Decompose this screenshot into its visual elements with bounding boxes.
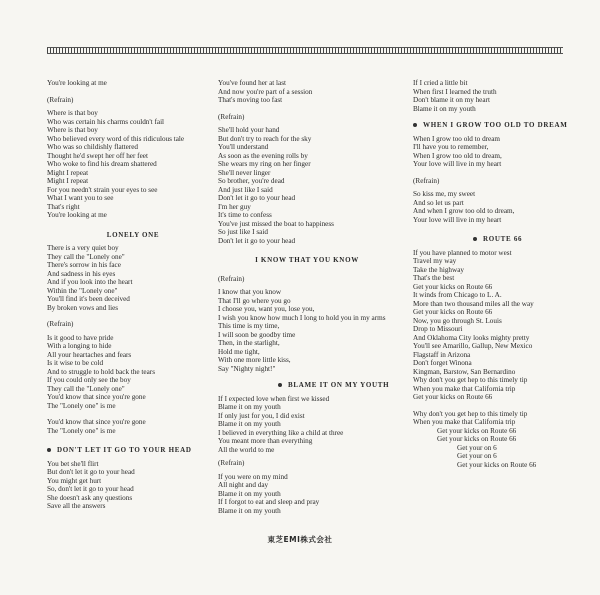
lyric-line: Get your on 6	[457, 443, 497, 452]
lyric-line: You'll find it's been deceived	[47, 295, 130, 303]
bullet-icon	[473, 237, 477, 241]
lyric-line: Save all the answers	[47, 502, 106, 510]
lyric-line: Is it wise to be cold	[47, 359, 104, 367]
lyric-line: Why don't you get hep to this timely tip	[413, 376, 528, 384]
lyric-line: And so let us part	[413, 198, 464, 207]
lyric-line: Who was certain his charms couldn't fail	[47, 117, 165, 126]
lyric-line: Blame it on my youth	[218, 420, 281, 428]
lyric-line: If I cried a little bit	[413, 79, 468, 87]
lyric-line: Your love will live in my heart	[413, 215, 502, 224]
song-title-text: WHEN I GROW TOO OLD TO DREAM	[423, 121, 568, 129]
lyric-line: She doesn't ask any questions	[47, 493, 133, 502]
lyric-line: Blame it on my youth	[218, 506, 281, 515]
lyric-line: Get your kicks on Route 66	[437, 426, 517, 435]
lyric-line: All your heartaches and fears	[47, 350, 132, 359]
lyric-line: But don't try to reach for the sky	[218, 134, 312, 143]
lyric-line: If I forgot to eat and sleep and pray	[218, 498, 320, 506]
lyric-line: You'd know that since you're gone	[47, 393, 146, 401]
lyric-line: Don't let it go to your head	[218, 194, 296, 202]
lyric-line: When I grow too old to dream,	[413, 151, 502, 160]
lyric-line: Who woke to find his dream shattered	[47, 160, 157, 168]
lyric-line: When you make that California trip	[413, 384, 516, 393]
lyric-line: Within the "Lonely one"	[47, 286, 118, 295]
lyric-line: I choose you, want you, lose you,	[218, 305, 315, 313]
lyric-line: You've found her at last	[218, 79, 287, 87]
lyric-line: I wish you know how much I long to hold you in my arms	[218, 313, 386, 322]
lyric-line: Where is that boy	[47, 126, 98, 134]
song-title-text: ROUTE 66	[483, 235, 523, 243]
lyric-line: Travel my way	[413, 257, 457, 265]
lyric-line: You'll see Amarillo, Gallup, New Mexico	[413, 342, 533, 350]
lyric-line: When you make that California trip	[413, 418, 516, 426]
lyric-line: Might I repeat	[47, 168, 89, 177]
lyric-line: Don't let it go to your head	[218, 236, 296, 245]
lyric-line: The "Lonely one" is me	[47, 401, 116, 410]
refrain-block	[47, 109, 219, 220]
refrain-label: (Refrain)	[218, 274, 245, 283]
lyric-line: She wears my ring on her finger	[218, 160, 311, 168]
lyric-line: And when I grow too old to dream,	[413, 207, 515, 215]
verse-block	[47, 418, 219, 435]
lyric-line: That I'll go where you go	[218, 296, 291, 305]
lyric-line: Who believed every word of this ridiculous tale	[47, 134, 185, 143]
lyric-line: When first I learned the truth	[413, 87, 497, 96]
song-title-when-i-grow	[413, 121, 583, 130]
lyric-line: Say "Nighty night!"	[218, 364, 276, 373]
lyric-line: Take the highway	[413, 265, 464, 274]
lyric-line: There is a very quiet boy	[47, 244, 119, 252]
lyric-line: Blame it on my youth	[218, 489, 281, 498]
refrain-block	[218, 473, 396, 516]
lyric-line: It winds from Chicago to L. A.	[413, 291, 502, 299]
lyric-line: And just like I said	[218, 185, 273, 194]
column-3	[413, 79, 583, 469]
bullet-icon	[47, 448, 51, 452]
verse-block	[413, 410, 583, 470]
refrain-label: (Refrain)	[47, 320, 74, 328]
song-title-i-know: I KNOW THAT YOU KNOW	[255, 256, 359, 264]
lyric-line: Where is that boy	[47, 109, 98, 117]
lyric-line: Hold me tight,	[218, 347, 260, 356]
lyric-line: So just like I said	[218, 228, 268, 236]
lyric-line: The "Lonely one" is me	[47, 426, 116, 435]
lyric-line: As soon as the evening rolls by	[218, 151, 308, 160]
refrain-label: (Refrain)	[47, 95, 74, 104]
lyric-line: When I grow too old to dream	[413, 134, 501, 143]
lyric-line: That's the best	[413, 274, 455, 282]
verse-block	[413, 135, 583, 169]
lyric-line: This time is my time,	[218, 322, 280, 330]
lyric-line: Why don't you get hep to this timely tip	[413, 409, 528, 418]
lyric-line: Get your on 6	[457, 452, 497, 460]
lyric-line: It's time to confess	[218, 211, 272, 219]
lyric-line: What I want you to see	[47, 194, 114, 202]
verse-block	[413, 249, 583, 402]
lyric-line: They call the "Lonely one"	[47, 384, 125, 393]
lyric-line: All night and day	[218, 481, 269, 489]
verse-block	[47, 460, 219, 511]
lyric-line: They call the "Lonely one"	[47, 252, 125, 261]
lyric-line: There's sorrow in his face	[47, 261, 121, 269]
lyric-line: I'm her guy	[218, 202, 251, 211]
lyric-line: You'll understand	[218, 143, 269, 151]
verse-block	[47, 244, 219, 312]
lyric-line: Drop to Missouri	[413, 325, 463, 333]
song-title-blame-it	[218, 381, 396, 390]
lyric-line: And Oklahoma City looks mighty pretty	[413, 333, 530, 342]
lyric-line: Now, you go through St. Louis	[413, 316, 502, 325]
lyric-line: More than two thousand miles all the way	[413, 299, 534, 308]
refrain-label: (Refrain)	[218, 459, 245, 467]
lyric-line: And if you look into the heart	[47, 278, 133, 286]
song-title-lonely-one: LONELY ONE	[106, 230, 160, 239]
top-decorative-rule	[47, 47, 563, 54]
verse-block	[218, 79, 396, 105]
lyric-line: Get your kicks on Route 66	[457, 460, 537, 469]
song-title-dont-let-it-go	[47, 446, 219, 455]
lyric-line: And now you're part of a session	[218, 87, 313, 96]
lyric-line: Then, in the starlight,	[218, 339, 280, 347]
lyric-line: You're looking at me	[47, 211, 107, 219]
lyric-line: You'd know that since you're gone	[47, 418, 146, 426]
lyric-line: I will soon be goodby time	[218, 330, 296, 339]
lyric-line: With a longing to hide	[47, 342, 112, 350]
lyric-line: Is it good to have pride	[47, 333, 114, 342]
lyric-line: That's right	[47, 202, 80, 211]
lyric-line: Get your kicks on Route 66	[413, 308, 493, 316]
lyric-line: I know that you know	[218, 288, 282, 296]
lyric-line: I believed in everything like a child at three	[218, 428, 344, 437]
lyric-line: Get your kicks on Route 66	[413, 393, 493, 401]
lyric-line: By broken vows and lies	[47, 303, 119, 312]
lyric-line: So kiss me, my sweet	[413, 190, 476, 198]
lyric-line: Flagstaff in Arizona	[413, 350, 471, 359]
verse-block	[218, 395, 396, 455]
lyric-line: But don't let it go to your head	[47, 468, 135, 476]
lyric-line: That's moving too fast	[218, 96, 283, 104]
song-title-text: BLAME IT ON MY YOUTH	[288, 381, 390, 389]
lyric-line: All the world to me	[218, 445, 275, 454]
lyric-line: Blame it on my youth	[413, 104, 476, 113]
lyric-line: You bet she'll flirt	[47, 459, 99, 468]
bullet-icon	[413, 123, 417, 127]
lyric-line: Who was so childishly flattered	[47, 143, 139, 151]
verse-block	[218, 288, 396, 373]
lyric-line: She'll hold your hand	[218, 126, 280, 134]
lyric-line: Get your kicks on Route 66	[413, 282, 493, 291]
lyric-line: And sadness in his eyes	[47, 269, 116, 278]
lyric-line: And to struggle to hold back the tears	[47, 367, 155, 376]
refrain-label: (Refrain)	[218, 112, 245, 121]
lyric-line: Might I repeat	[47, 177, 89, 185]
lyric-line: If you could only see the boy	[47, 376, 131, 384]
lyric-line: For you needn't strain your eyes to see	[47, 185, 158, 194]
lyric-line: You might get hurt	[47, 476, 102, 485]
lyric-line: You've just missed the boat to happiness	[218, 219, 334, 228]
refrain-block	[218, 126, 396, 245]
lyric-line: Don't blame it on my heart	[413, 96, 490, 104]
lyric-line: So brother, you're dead	[218, 177, 285, 185]
song-title-text: DON'T LET IT GO TO YOUR HEAD	[57, 446, 192, 454]
publisher-credit: 東芝EMI株式会社	[267, 535, 333, 544]
lyric-line: Thought he'd swept her off her feet	[47, 151, 148, 160]
lyric-line: Don't forget Winona	[413, 359, 472, 367]
lyric-line: You meant more than everything	[218, 437, 313, 445]
song-title-route-66	[413, 235, 583, 244]
bullet-icon	[278, 383, 282, 387]
lyric-line: You're looking at me	[47, 79, 107, 87]
lyric-line: Blame it on my youth	[218, 403, 281, 411]
column-2	[218, 79, 396, 515]
lyric-line: If you have planned to motor west	[413, 248, 512, 257]
lyric-line: Your love will live in my heart	[413, 160, 502, 168]
lyric-line: I'll have you to remember,	[413, 143, 489, 151]
refrain-block	[413, 190, 583, 224]
refrain-label: (Refrain)	[413, 176, 440, 185]
lyric-line: Get your kicks on Route 66	[437, 435, 517, 443]
lyric-line: If I expected love when first we kissed	[218, 394, 330, 403]
column-1	[47, 79, 219, 511]
lyric-line: She'll never linger	[218, 168, 271, 177]
lyric-line: If only just for you, I did exist	[218, 411, 305, 420]
refrain-block	[47, 334, 219, 411]
lyric-line: If you were on my mind	[218, 472, 288, 481]
lyric-line: With one more little kiss,	[218, 356, 291, 364]
lyric-line: So, don't let it go to your head	[47, 485, 134, 493]
verse-block	[413, 79, 583, 113]
lyric-line: Kingman, Barstow, San Bernardino	[413, 367, 516, 376]
